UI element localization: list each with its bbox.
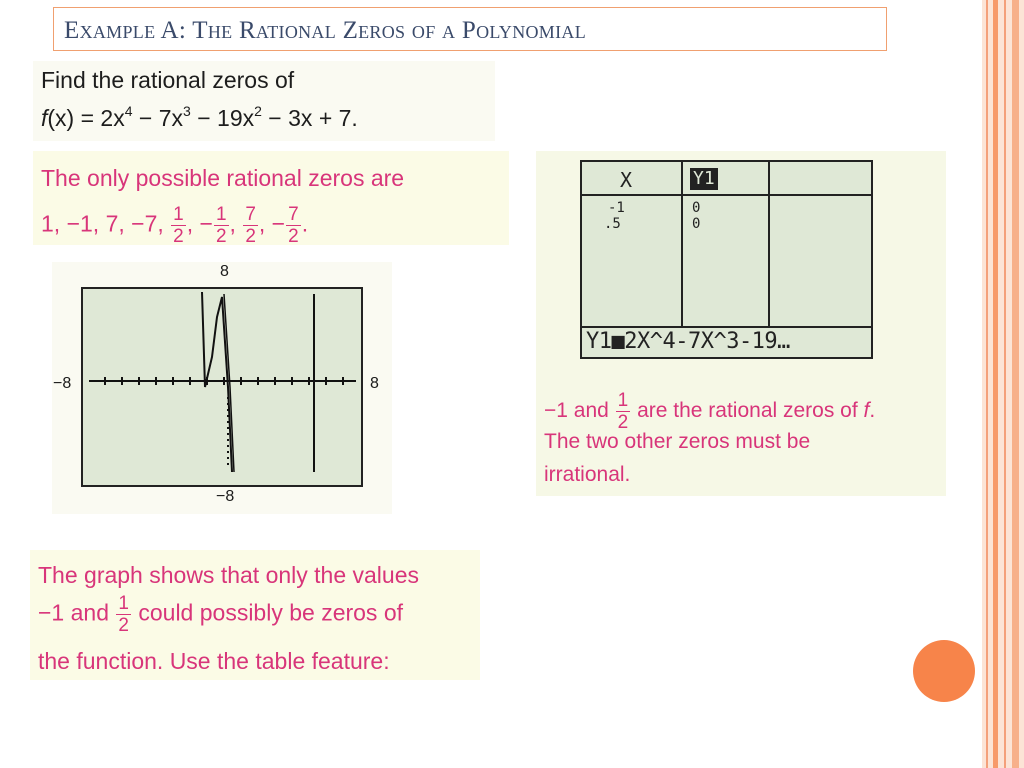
function-name: f <box>41 105 48 131</box>
slide-title: Example A: The Rational Zeros of a Polynomial <box>64 17 586 44</box>
graph-panel <box>52 262 392 514</box>
graph-note-panel <box>30 550 480 680</box>
fraction: $\frac{1}{2}$ <box>215 204 227 247</box>
exponent: 2 <box>254 103 262 119</box>
calculator-table <box>580 160 873 359</box>
result-line1 <box>544 391 875 432</box>
result-text: −1 and <box>544 399 615 423</box>
table-header-x: X <box>620 168 633 192</box>
separator: , − <box>186 210 213 237</box>
table-y-cell: 0 <box>692 200 701 216</box>
exponent: 3 <box>183 103 191 119</box>
problem-function <box>41 104 358 130</box>
graph-ymin-label: −8 <box>216 488 235 505</box>
graph-note-text: could possibly be zeros of <box>131 599 404 626</box>
calculator-graph <box>52 262 392 514</box>
function-term: (x) = 2x <box>47 105 125 131</box>
result-line2: The two other zeros must be <box>544 430 811 453</box>
possible-zeros-panel <box>33 151 509 245</box>
function-name: f <box>863 399 870 423</box>
graph-note-line2 <box>38 594 403 635</box>
table-footer-formula: Y1■2X^4-7X^3-19… <box>586 329 790 354</box>
separator: , − <box>258 210 286 237</box>
fraction: $\frac{7}{2}$ <box>245 204 256 247</box>
graph-note-text: −1 and <box>38 599 116 626</box>
exponent: 4 <box>124 103 133 119</box>
problem-panel <box>33 61 495 141</box>
table-y-cell: 0 <box>692 216 701 232</box>
result-text: . <box>869 399 876 423</box>
table-col-divider <box>681 162 683 328</box>
function-term: − 19x <box>190 105 255 131</box>
slide-title-box <box>53 7 887 51</box>
possible-zeros-list <box>41 205 308 246</box>
separator: , <box>229 210 243 237</box>
fraction: $\frac{1}{2}$ <box>617 390 629 433</box>
graph-screen <box>82 288 362 486</box>
graph-note-line3: the function. Use the table feature: <box>38 648 390 674</box>
table-x-cell: .5 <box>604 216 621 232</box>
graph-note-line1: The graph shows that only the values <box>38 562 420 588</box>
problem-line1: Find the rational zeros of <box>41 67 295 93</box>
table-panel <box>536 151 946 496</box>
table-x-cell: -1 <box>608 200 625 216</box>
graph-xmax-label: 8 <box>370 375 379 392</box>
table-header-line <box>582 194 871 196</box>
function-term: − 7x <box>132 105 184 131</box>
result-text: are the rational zeros of <box>631 399 864 423</box>
zeros-list-text: 1, −1, 7, −7, <box>41 210 171 237</box>
fraction: $\frac{1}{2}$ <box>173 204 184 247</box>
possible-zeros-line1: The only possible rational zeros are <box>41 165 405 191</box>
graph-ymax-label: 8 <box>220 263 229 280</box>
separator: . <box>301 210 309 237</box>
decorative-circle <box>913 640 975 702</box>
table-col-divider <box>768 162 770 328</box>
fraction: $\frac{7}{2}$ <box>288 204 299 247</box>
table-footer-line <box>582 326 871 328</box>
fraction: $\frac{1}{2}$ <box>118 593 129 636</box>
result-line3: irrational. <box>544 463 631 486</box>
function-term: − 3x + 7. <box>261 105 358 131</box>
graph-xmin-label: −8 <box>53 375 72 392</box>
table-header-y1: Y1 <box>690 168 718 190</box>
